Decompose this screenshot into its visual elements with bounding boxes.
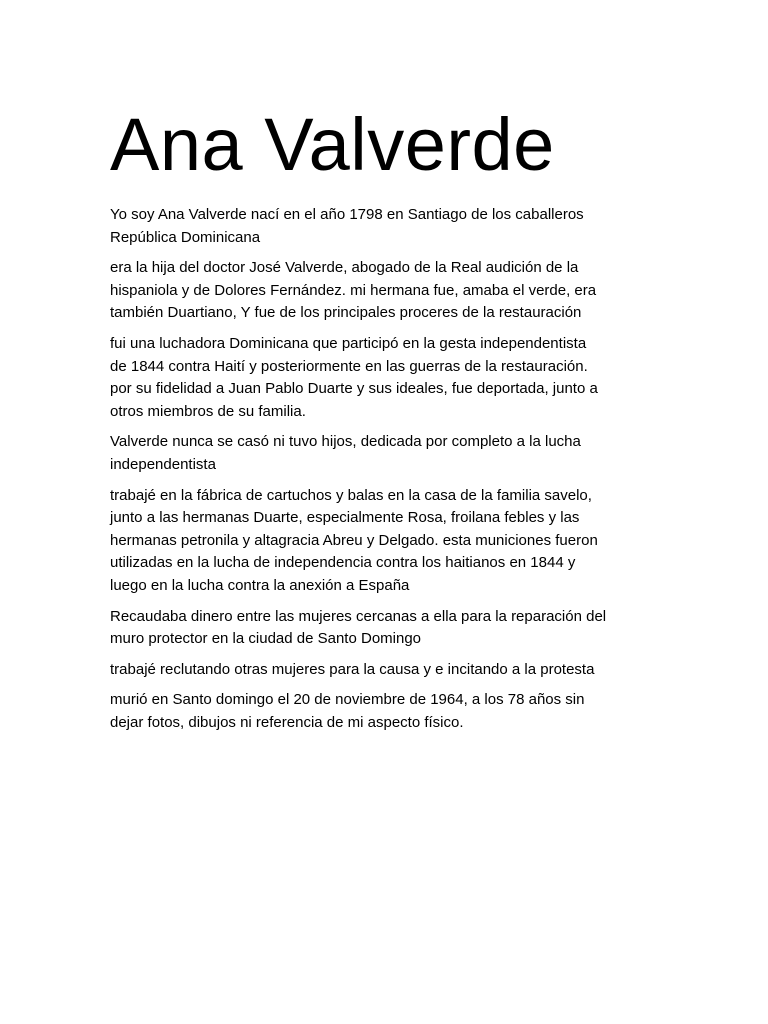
text-line: Yo soy Ana Valverde nací en el año 1798 en Santiago de los caballeros [110, 206, 584, 223]
paragraph [110, 204, 670, 249]
text-line: luego en la lucha contra la anexión a España [110, 576, 410, 594]
document-title: Ana Valverde [110, 103, 555, 186]
text-line: independentista [110, 455, 216, 473]
text-line: otros miembros de su familia. [110, 402, 306, 420]
text-line: trabajé reclutando otras mujeres para la causa y e incitando a la protesta [110, 660, 595, 678]
text-line: utilizadas en la lucha de independencia contra los haitianos en 1844 y [110, 554, 576, 572]
document-body [110, 204, 670, 734]
text-line: era la hija del doctor José Valverde, abogado de la Real audición de la [110, 259, 579, 277]
paragraph [110, 257, 670, 325]
text-line: Valverde nunca se casó ni tuvo hijos, dedicada por completo a la lucha [110, 433, 581, 451]
text-line: también Duartiano, Y fue de los principales proceres de la restauración [110, 304, 582, 322]
text-line: murió en Santo domingo el 20 de noviembre de 1964, a los 78 años sin [110, 691, 585, 709]
paragraph [110, 606, 670, 651]
text-line: fui una luchadora Dominicana que participó en la gesta independentista [110, 334, 587, 352]
text-line: muro protector en la ciudad de Santo Domingo [110, 630, 422, 648]
text-line: hispaniola y de Dolores Fernández. mi hermana fue, amaba el verde, era [110, 281, 597, 299]
text-line: República Dominicana [110, 228, 261, 246]
text-line: por su fidelidad a Juan Pablo Duarte y sus ideales, fue deportada, junto a [110, 380, 598, 398]
paragraph [110, 431, 670, 476]
paragraph [110, 689, 670, 734]
text-line: junto a las hermanas Duarte, especialmente Rosa, froilana febles y las [110, 509, 580, 527]
text-line: de 1844 contra Haití y posteriormente en las guerras de la restauración. [110, 357, 588, 375]
text-line: trabajé en la fábrica de cartuchos y balas en la casa de la familia savelo, [110, 486, 592, 504]
text-line: dejar fotos, dibujos ni referencia de mi aspecto físico. [110, 713, 464, 731]
text-line: hermanas petronila y altagracia Abreu y Delgado. esta municiones fueron [110, 531, 598, 549]
document-page [110, 0, 670, 742]
paragraph [110, 333, 670, 423]
paragraph [110, 485, 670, 598]
paragraph [110, 659, 670, 682]
text-line: Recaudaba dinero entre las mujeres cercanas a ella para la reparación del [110, 607, 607, 625]
